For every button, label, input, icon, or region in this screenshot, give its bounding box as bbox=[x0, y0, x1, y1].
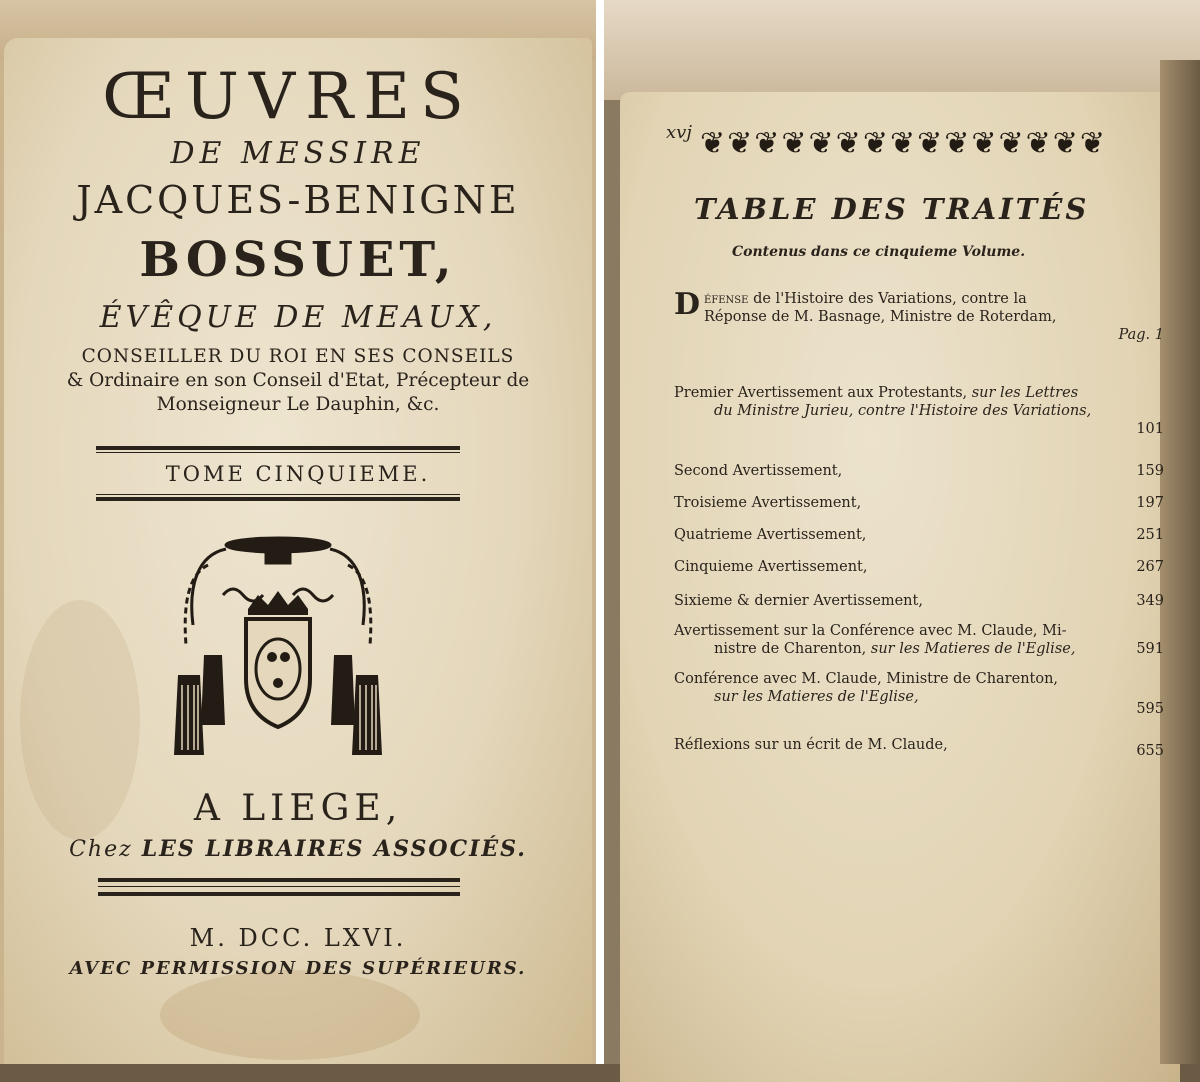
double-rule-bottom-thin bbox=[96, 494, 460, 495]
toc-entry bbox=[674, 736, 1168, 759]
entry-text-italic: sur les Matieres de l'Eglise, bbox=[870, 641, 1076, 657]
entry-page: Pag. 1 bbox=[1118, 327, 1164, 343]
entry-text-line2: nistre de Charenton, bbox=[714, 641, 871, 657]
entry-page: 101 bbox=[1136, 421, 1164, 437]
toc-entry bbox=[674, 526, 1168, 544]
toc-entry bbox=[674, 384, 1168, 450]
monseigneur-line: Monseigneur Le Dauphin, &c. bbox=[156, 394, 440, 415]
toc-entry bbox=[674, 670, 1168, 718]
entry-text: Sixieme & dernier Avertissement, bbox=[674, 593, 923, 609]
ordinaire-line: & Ordinaire en son Conseil d'Etat, Précepteur de bbox=[66, 370, 530, 391]
author-given-name: JACQUES-BENIGNE bbox=[76, 178, 520, 222]
photo-divider bbox=[596, 0, 604, 1064]
drop-cap: D bbox=[674, 287, 701, 322]
tome-label: TOME CINQUIEME. bbox=[165, 462, 431, 486]
page-background-top bbox=[604, 0, 1200, 100]
fleuron-ornament-icon: ❦❦❦❦❦❦❦❦❦❦❦❦❦❦❦ bbox=[700, 126, 1108, 161]
entry-page: 159 bbox=[1136, 463, 1164, 479]
publisher-name: LES LIBRAIRES ASSOCIÉS. bbox=[141, 836, 527, 862]
entry-page: 197 bbox=[1136, 495, 1164, 511]
bishop-title: ÉVÊQUE DE MEAUX, bbox=[99, 300, 497, 335]
paper-stain bbox=[160, 970, 420, 1060]
entry-page: 251 bbox=[1136, 527, 1164, 543]
toc-entry bbox=[674, 462, 1168, 480]
author-surname: BOSSUET, bbox=[139, 232, 457, 288]
permission-line: AVEC PERMISSION DES SUPÉRIEURS. bbox=[69, 958, 527, 979]
folio-number: xvj bbox=[666, 122, 692, 143]
entry-text: Quatrieme Avertissement, bbox=[674, 527, 867, 543]
toc-entry bbox=[674, 494, 1168, 512]
de-messire: DE MESSIRE bbox=[170, 136, 426, 171]
left-photo bbox=[0, 0, 596, 1064]
toc-entry bbox=[674, 558, 1168, 576]
entry-page: 267 bbox=[1136, 559, 1164, 575]
double-rule-top bbox=[96, 446, 460, 450]
imprint-rule-thin bbox=[98, 886, 460, 887]
double-rule-bottom bbox=[96, 497, 460, 501]
entry-text: Premier Avertissement aux Protestants, bbox=[674, 385, 972, 401]
entry-text: Troisieme Avertissement, bbox=[674, 495, 862, 511]
coat-of-arms-icon bbox=[168, 535, 388, 760]
entry-text-line2: du Ministre Jurieu, contre l'Histoire des Variations, bbox=[714, 403, 1092, 419]
imprint-rule-thick-2 bbox=[98, 892, 460, 896]
entry-text: Cinquieme Avertissement, bbox=[674, 559, 868, 575]
toc-entry bbox=[674, 622, 1168, 662]
publication-year: M. DCC. LXVI. bbox=[189, 924, 407, 952]
entry-text: Réflexions sur un écrit de M. Claude, bbox=[674, 737, 948, 753]
publisher-line bbox=[0, 836, 596, 862]
place-of-publication: A LIEGE, bbox=[193, 788, 403, 829]
entry-page: 349 bbox=[1136, 593, 1164, 609]
title-oeuvres: ŒUVRES bbox=[102, 60, 474, 134]
entry-text-line2: Réponse de M. Basnage, Ministre de Roterdam, bbox=[704, 309, 1057, 325]
entry-text: de l'Histoire des Variations, contre la bbox=[748, 291, 1027, 307]
toc-title: TABLE DES TRAITÉS bbox=[694, 192, 1090, 226]
entry-text-italic: sur les Lettres bbox=[971, 385, 1079, 401]
toc-subtitle: Contenus dans ce cinquieme Volume. bbox=[732, 244, 1026, 260]
entry-text: Conférence avec M. Claude, Ministre de Charenton, bbox=[674, 671, 1059, 687]
toc-entry bbox=[674, 287, 1168, 362]
entry-smallcaps: éfense bbox=[704, 291, 749, 307]
entry-page: 595 bbox=[1136, 701, 1164, 717]
entry-page: 591 bbox=[1136, 641, 1164, 657]
conseiller-line: CONSEILLER DU ROI EN SES CONSEILS bbox=[81, 346, 515, 367]
entry-page: 655 bbox=[1136, 743, 1164, 759]
toc-entry bbox=[674, 592, 1168, 610]
entry-text: Avertissement sur la Conférence avec M. Claude, Mi- bbox=[674, 623, 1067, 639]
imprint-rule-thick bbox=[98, 878, 460, 882]
double-rule-top-thin bbox=[96, 452, 460, 453]
entry-text: Second Avertissement, bbox=[674, 463, 843, 479]
chez-label: Chez bbox=[69, 837, 133, 862]
table-of-contents-page bbox=[620, 92, 1180, 1082]
entry-text-line2: sur les Matieres de l'Eglise, bbox=[714, 689, 919, 705]
